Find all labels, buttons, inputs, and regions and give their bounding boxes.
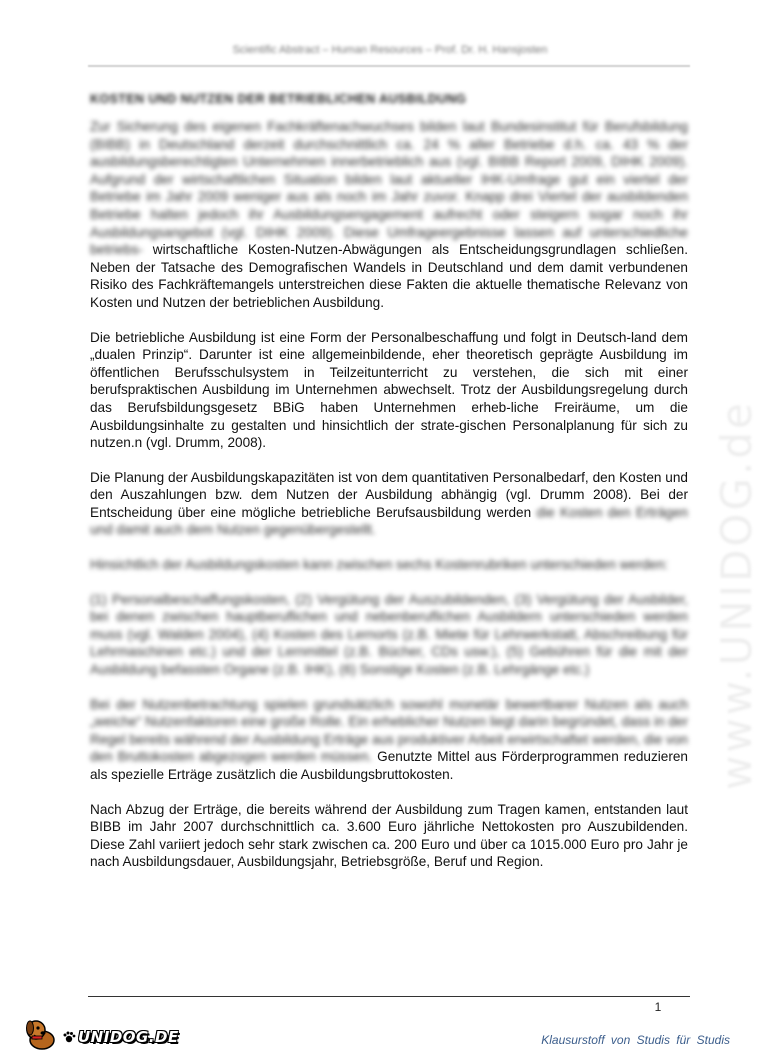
paragraph-6-blurred: Bei der Nutzenbetrachtung spielen grundsätzlich sowohl monetär bewertbarer Nutzen als auch „weiche“ Nutzenfaktoren eine große Rolle. Ein erheblicher Nutzen liegt darin begründet, dass in der Regel bereits während der Ausbildung Erträge aus produktiver Arbeit erwirtschaftet werden, die von den Bruttokosten abgezogen werden müssen. (90, 696, 688, 765)
paragraph-6-visible: Genutzte Mittel aus Förderprogrammen reduzieren als spezielle Erträge zusätzlich die Ausbildungsbruttokosten. (90, 749, 688, 782)
section-heading: KOSTEN UND NUTZEN DER BETRIEBLICHEN AUSBILDUNG (90, 92, 467, 106)
footer-rule (88, 996, 690, 997)
paragraph-6 (90, 696, 688, 784)
paragraph-1-blurred: Zur Sicherung des eigenen Fachkräftenachwuchses bilden laut Bundesinstitut für Berufsbildung (BIBB) in Deutschland derzeit durchschnittlich ca. 24 % aller Betriebe d.h. ca. 43 % der ausbildungsberechtigten Unternehmen innerbetrieblich aus (vgl. BIBB Report 2009, DIHK 2009). Aufgrund der wirtschaftlichen Situation bilden laut aktueller IHK-Umfrage gut ein viertel der Betriebe im Jahr 2009 weniger aus als noch im Jahr zuvor. Knapp drei Viertel der ausbildenden Betriebe halten jedoch ihr Ausbildungsengagement aufrecht oder steigern sogar noch ihr Ausbildungsangebot (vgl. DIHK 2009). Diese Umfrageergebnisse lassen auf unterschiedliche betriebs- (90, 119, 688, 258)
logo-text: UNIDOG.DE (78, 1028, 179, 1046)
paw-icon (62, 1030, 76, 1044)
footer-tagline: Klausurstoff von Studis für Studis (541, 1033, 730, 1047)
paragraph-2: Die betriebliche Ausbildung ist eine Form der Personalbeschaffung und folgt in Deutsch-land dem „dualen Prinzip“. Darunter ist eine allgemeinbildende, eher theoretisch geprägte Ausbildung im öffentlichen Berufsschulsystem in Teilzeitunterricht zu verstehen, die sich mit einer berufspraktischen Ausbildung im Unternehmen abwechselt. Trotz der Ausbildungsregelung durch das Berufsbildungsgesetz BBiG haben Unternehmen erheb-liche Freiräume, um die Ausbildungsinhalte zu gestalten und hinsichtlich der strate-gischen Personalplanung für sich zu nutzen.n (vgl. Drumm, 2008). (90, 329, 688, 451)
paragraph-3-visible: Die Planung der Ausbildungskapazitäten ist von dem quantitativen Personalbedarf, den Kosten und den Auszahlungen bzw. dem Nutzen der Ausbildung abhängig (vgl. Drumm 2008). Bei der Entscheidung über eine mögliche betriebliche Berufsausbildung werden (90, 469, 688, 520)
page-number: 1 (654, 1000, 662, 1014)
header-rule (88, 65, 690, 67)
unidog-logo (22, 1018, 192, 1048)
dog-icon (22, 1018, 62, 1050)
paragraph-5: (1) Personalbeschaffungskosten, (2) Vergütung der Auszubildenden, (3) Vergütung der Ausbilder, bei denen zwischen hauptberuflichen und nebenberuflichen Ausbildern unterschieden werden muss (vgl. Walden 2004), (4) Kosten des Lernorts (z.B. Miete für Lehrwerkstatt, Abschreibung für Lehrmaschinen etc.) und der Lernmittel (z.B. Bücher, CDs usw.), (5) Gebühren für die mit der Ausbildung befassten Organe (z.B. IHK), (6) Sonstige Kosten (z.B. Lehrgänge etc.) (90, 591, 688, 678)
paragraph-3-blurred: die Kosten den Erträgen und damit auch dem Nutzen gegenübergestellt. (90, 504, 688, 538)
paragraph-7: Nach Abzug der Erträge, die bereits während der Ausbildung zum Tragen kamen, entstanden laut BIBB im Jahr 2007 durchschnittlich ca. 3.600 Euro jährliche Nettokosten pro Auszubildenden. Diese Zahl variiert jedoch sehr stark zwischen ca. 200 Euro und über ca 1015.000 Euro pro Jahr je nach Ausbildungsdauer, Ausbildungsjahr, Betriebsgröße, Beruf und Region. (90, 801, 688, 870)
paragraph-1 (90, 118, 688, 312)
paragraph-4: Hinsichtlich der Ausbildungskosten kann zwischen sechs Kostenrubriken unterschieden werden: (90, 557, 669, 573)
running-header: Scientific Abstract – Human Resources – Prof. Dr. H. Hansjosten (232, 44, 548, 56)
watermark: www.UNIDOG.de (712, 400, 761, 790)
paragraph-3 (90, 469, 688, 539)
body-text (90, 118, 688, 888)
paragraph-1-visible: wirtschaftliche Kosten-Nutzen-Abwägungen als Entscheidungsgrundlagen schließen. Neben der Tatsache des Demografischen Wandels in Deutschland und dem damit verbundenen Risiko des Fachkräftemangels unterstreichen diese Fakten die aktuelle thematische Relevanz von Kosten und Nutzen der betrieblichen Ausbildung. (90, 242, 689, 310)
